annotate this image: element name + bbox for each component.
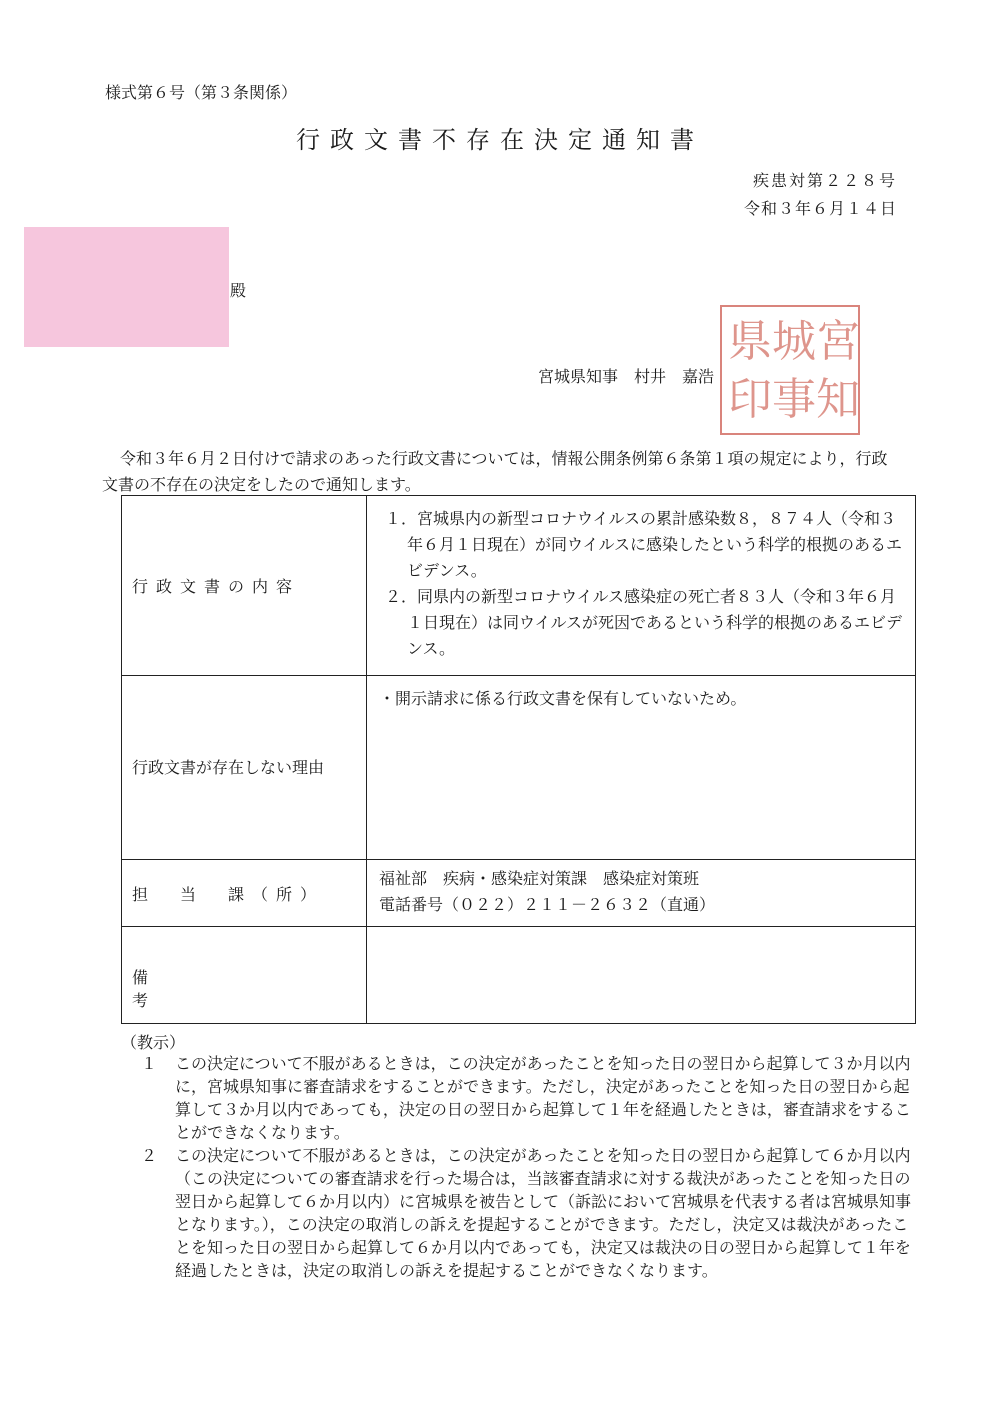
issue-date: 令和３年６月１４日: [743, 199, 897, 218]
official-seal-stamp: [720, 305, 860, 435]
sender-name: 宮城県知事 村井 嘉浩: [538, 367, 715, 386]
instruction-list: [141, 1052, 916, 1282]
seal-char: 城: [772, 316, 816, 367]
recipient-honorific: 殿: [230, 281, 247, 300]
instruction-item-2: [141, 1144, 916, 1282]
instruction-text: この決定について不服があるときは，この決定があったことを知った日の翌日から起算して３か月以内に，宮城県知事に審査請求をすることができます。ただし，決定があったことを知った日の翌日から起算して３か月以内であっても，決定の日の翌日から起算して１年を経過したときは，審査請求をすることができなくなります。: [175, 1054, 911, 1142]
dept-phone: 電話番号（０２２）２１１－２６３２（直通）: [379, 895, 716, 914]
decision-table: [121, 495, 916, 1024]
reason-value: ・開示請求に係る行政文書を保有していないため。: [367, 676, 916, 860]
seal-char: 県: [728, 316, 772, 367]
seal-char: 印: [728, 374, 772, 425]
remarks-row: [122, 927, 916, 1024]
document-title: 行政文書不存在決定通知書: [296, 126, 704, 154]
reason-row: [122, 676, 916, 860]
document-number: 疾患対第２２８号: [752, 171, 897, 190]
content-item-1: １．宮城県内の新型コロナウイルスの累計感染数８，８７４人（令和３年６月１日現在）が同ウイルスに感染したという科学的根拠のあるエビデンス。: [385, 509, 903, 580]
content-value: [367, 496, 916, 676]
instruction-number: １: [141, 1054, 158, 1073]
intro-paragraph: 令和３年６月２日付けで請求のあった行政文書については，情報公開条例第６条第１項の規定により，行政文書の不存在の決定をしたので通知します。: [102, 449, 888, 494]
seal-char: 知: [816, 374, 860, 425]
dept-row: [122, 860, 916, 927]
content-row: [122, 496, 916, 676]
dept-value: [367, 860, 916, 927]
seal-char: 事: [772, 374, 816, 425]
redacted-recipient-name: [24, 227, 229, 347]
dept-label: 担 当 課（所）: [122, 860, 367, 927]
seal-char: 宮: [816, 316, 860, 367]
instruction-number: ２: [141, 1146, 158, 1165]
form-number: 様式第６号（第３条関係）: [105, 83, 298, 102]
reason-label: 行政文書が存在しない理由: [122, 676, 367, 860]
content-item-2: ２．同県内の新型コロナウイルス感染症の死亡者８３人（令和３年６月１日現在）は同ウイルスが死因であるという科学的根拠のあるエビデンス。: [385, 587, 903, 658]
dept-name: 福祉部 疾病・感染症対策課 感染症対策班: [379, 869, 700, 888]
remarks-value: [367, 927, 916, 1024]
instruction-item-1: [141, 1052, 916, 1144]
instruction-text: この決定について不服があるときは，この決定があったことを知った日の翌日から起算して６か月以内（この決定についての審査請求を行った場合は，当該審査請求に対する裁決があったことを知った日の翌日から起算して６か月以内）に宮城県を被告として（訴訟において宮城県を代表する者は宮城県知事となります。），この決定の取消しの訴えを提起することができます。ただし，決定又は裁決があったことを知った日の翌日から起算して６か月以内であっても，決定又は裁決の日の翌日から起算して１年を経過したときは，決定の取消しの訴えを提起することができなくなります。: [175, 1146, 912, 1280]
content-label: 行政文書の内容: [122, 496, 367, 676]
instruction-title: （教示）: [121, 1033, 186, 1052]
remarks-label: 備 考: [122, 927, 367, 1024]
